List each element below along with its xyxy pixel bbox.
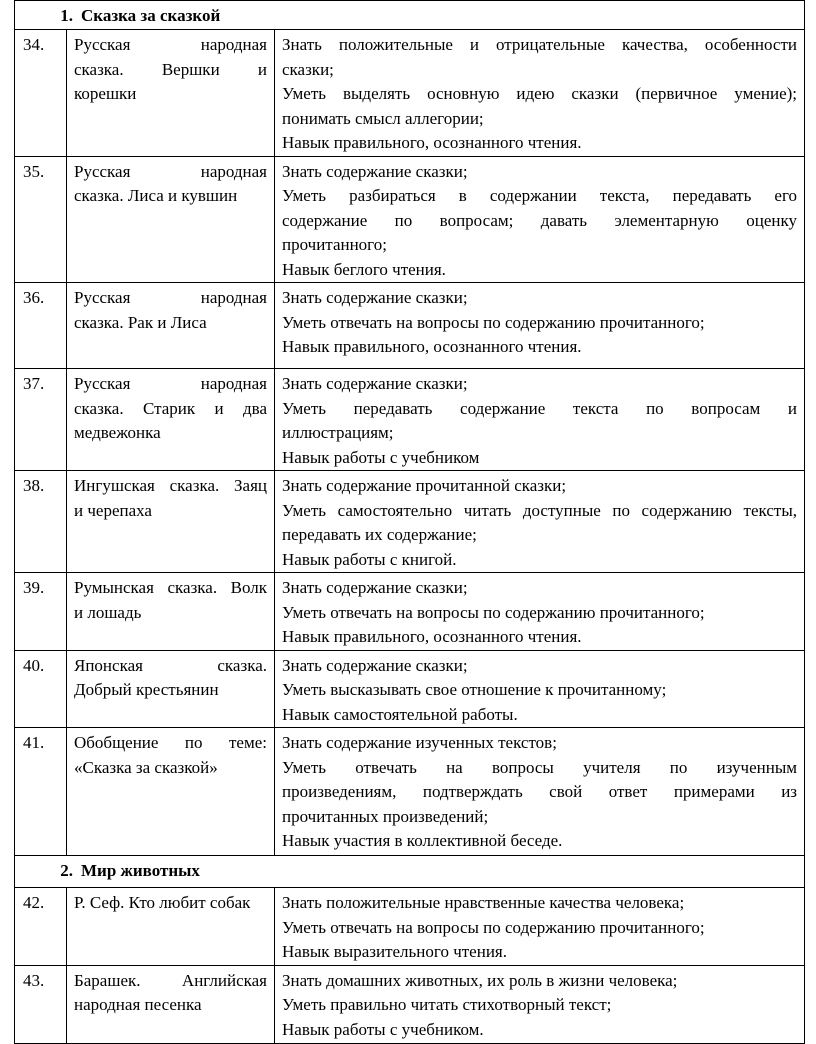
table-row (15, 471, 805, 573)
lesson-requirements-cell (275, 30, 805, 157)
lesson-topic-cell (67, 728, 275, 856)
table-row (15, 650, 805, 728)
lesson-number-cell (15, 728, 67, 856)
section-number: 2. (60, 861, 73, 880)
section-header (15, 856, 805, 888)
requirement-line: Знать положительные и отрицательные качества, особенности (282, 35, 798, 54)
requirement-line: Знать содержание сказки; (282, 288, 468, 307)
requirement-line: Уметь отвечать на вопросы по содержанию прочитанного; (282, 602, 705, 622)
lesson-topic-line: сказка. Вершки и (74, 59, 267, 79)
lesson-number: 36. (23, 288, 45, 307)
lesson-topic-cell (67, 965, 275, 1043)
lesson-topic-line: Японская сказка. (74, 655, 267, 675)
requirement-line: Знать содержание сказки; (282, 578, 468, 597)
lesson-topic-line: Русская народная (74, 161, 267, 181)
requirement-line: произведениям, подтверждать свой ответ примерами из (282, 782, 798, 801)
table-row (15, 573, 805, 651)
table-row (15, 888, 805, 966)
requirement-line: Навык правильного, осознанного чтения. (282, 627, 582, 646)
requirement-line: Знать положительные нравственные качества человека; (282, 893, 685, 912)
lesson-number-cell (15, 369, 67, 471)
lesson-topic-line: Русская народная (74, 288, 267, 307)
table-row (15, 369, 805, 471)
section-header-row (15, 856, 805, 888)
requirement-line: Уметь выделять основную идею сказки (первичное умение); (282, 84, 798, 103)
requirement-line: Уметь разбираться в содержании текста, передавать его (282, 186, 798, 205)
lesson-topic-line: и лошадь (74, 602, 142, 622)
table-row (15, 283, 805, 369)
requirement-line: Уметь отвечать на вопросы по содержанию прочитанного; (282, 312, 705, 332)
table-row (15, 965, 805, 1043)
requirement-line: Навык работы с учебником. (282, 1019, 484, 1039)
requirement-line: Уметь самостоятельно читать доступные по содержанию тексты, (282, 500, 798, 520)
requirement-line: Уметь правильно читать стихотворный текст; (282, 995, 612, 1014)
lesson-number-cell (15, 30, 67, 157)
lesson-topic-cell (67, 30, 275, 157)
lesson-topic-line: Барашек. Английская (74, 970, 267, 990)
lesson-topic-line: сказка. Лиса и кувшин (74, 186, 238, 205)
requirement-line: Навык работы с учебником (282, 447, 480, 467)
lesson-topic-line: Румынская сказка. Волк (74, 578, 267, 597)
lesson-topic-line: Р. Сеф. Кто любит собак (74, 893, 251, 912)
lesson-number-cell (15, 471, 67, 573)
lesson-topic-cell (67, 471, 275, 573)
lesson-topic-line: сказка. Старик и два (74, 398, 267, 418)
lesson-number-cell (15, 156, 67, 283)
requirement-line: сказки; (282, 59, 334, 79)
lesson-requirements-cell (275, 888, 805, 966)
requirement-line: Навык правильного, осознанного чтения. (282, 337, 582, 356)
lesson-requirements-cell (275, 369, 805, 471)
requirement-line: Знать содержание сказки; (282, 374, 468, 393)
lesson-topic-cell (67, 283, 275, 369)
requirement-line: Навык правильного, осознанного чтения. (282, 133, 582, 152)
requirement-line: прочитанных произведений; (282, 806, 489, 826)
lesson-number: 35. (23, 161, 45, 181)
requirement-line: Навык участия в коллективной беседе. (282, 831, 563, 850)
requirement-line: Знать содержание изученных текстов; (282, 733, 557, 752)
lesson-number: 38. (23, 476, 45, 495)
requirement-line: Уметь отвечать на вопросы по содержанию прочитанного; (282, 917, 705, 937)
lesson-topic-cell (67, 156, 275, 283)
lesson-number: 37. (23, 374, 45, 393)
requirement-line: прочитанного; (282, 235, 387, 254)
section-header (15, 1, 805, 30)
lesson-topic-line: Русская народная (74, 374, 267, 393)
lesson-number-cell (15, 888, 67, 966)
requirement-line: Знать домашних животных, их роль в жизни человека; (282, 970, 678, 990)
section-header-row (15, 1, 805, 30)
lesson-number: 39. (23, 578, 45, 597)
lesson-requirements-cell (275, 650, 805, 728)
lesson-topic-cell (67, 888, 275, 966)
lesson-requirements-cell (275, 728, 805, 856)
requirement-line: Уметь отвечать на вопросы учителя по изученным (282, 757, 798, 777)
requirement-line: Навык работы с книгой. (282, 549, 457, 569)
lesson-topic-line: корешки (74, 84, 137, 103)
lesson-number-cell (15, 283, 67, 369)
lesson-requirements-cell (275, 471, 805, 573)
lesson-topic-line: Ингушская сказка. Заяц (74, 476, 267, 495)
requirement-line: понимать смысл аллегории; (282, 108, 484, 128)
section-title: Мир животных (81, 861, 200, 880)
lesson-number: 43. (23, 970, 45, 990)
lesson-topic-cell (67, 573, 275, 651)
lesson-topic-line: и черепаха (74, 500, 152, 520)
lesson-topic-cell (67, 369, 275, 471)
lesson-number-cell (15, 965, 67, 1043)
lesson-number-cell (15, 650, 67, 728)
requirement-line: Уметь передавать содержание текста по вопросам и (282, 398, 798, 418)
lesson-topic-line: медвежонка (74, 423, 161, 442)
curriculum-table (14, 0, 805, 1044)
lesson-topic-line: «Сказка за сказкой» (74, 757, 218, 777)
lesson-topic-line: Русская народная (74, 35, 267, 54)
lesson-topic-line: народная песенка (74, 995, 202, 1014)
requirement-line: передавать их содержание; (282, 525, 477, 544)
lesson-requirements-cell (275, 965, 805, 1043)
lesson-number: 41. (23, 733, 45, 752)
section-number: 1. (60, 6, 73, 25)
requirement-line: Знать содержание сказки; (282, 161, 468, 181)
requirement-line: Навык выразительного чтения. (282, 942, 507, 961)
lesson-topic-line: Обобщение по теме: (74, 733, 267, 752)
lesson-requirements-cell (275, 156, 805, 283)
lesson-number: 42. (23, 893, 45, 912)
table-row (15, 728, 805, 856)
requirement-line: Навык самостоятельной работы. (282, 704, 518, 724)
section-title: Сказка за сказкой (81, 6, 221, 25)
lesson-number: 34. (23, 35, 45, 54)
requirement-line: иллюстрациям; (282, 423, 394, 442)
requirement-line: Знать содержание сказки; (282, 655, 468, 675)
requirement-line: Знать содержание прочитанной сказки; (282, 476, 567, 495)
lesson-number-cell (15, 573, 67, 651)
lesson-number: 40. (23, 655, 45, 675)
requirement-line: содержание по вопросам; давать элементарную оценку (282, 210, 798, 230)
lesson-requirements-cell (275, 573, 805, 651)
table-row (15, 30, 805, 157)
requirement-line: Уметь высказывать свое отношение к прочитанному; (282, 680, 667, 699)
requirement-line: Навык беглого чтения. (282, 259, 446, 279)
lesson-requirements-cell (275, 283, 805, 369)
lesson-topic-cell (67, 650, 275, 728)
table-row (15, 156, 805, 283)
lesson-topic-line: сказка. Рак и Лиса (74, 312, 207, 332)
lesson-topic-line: Добрый крестьянин (74, 680, 219, 699)
